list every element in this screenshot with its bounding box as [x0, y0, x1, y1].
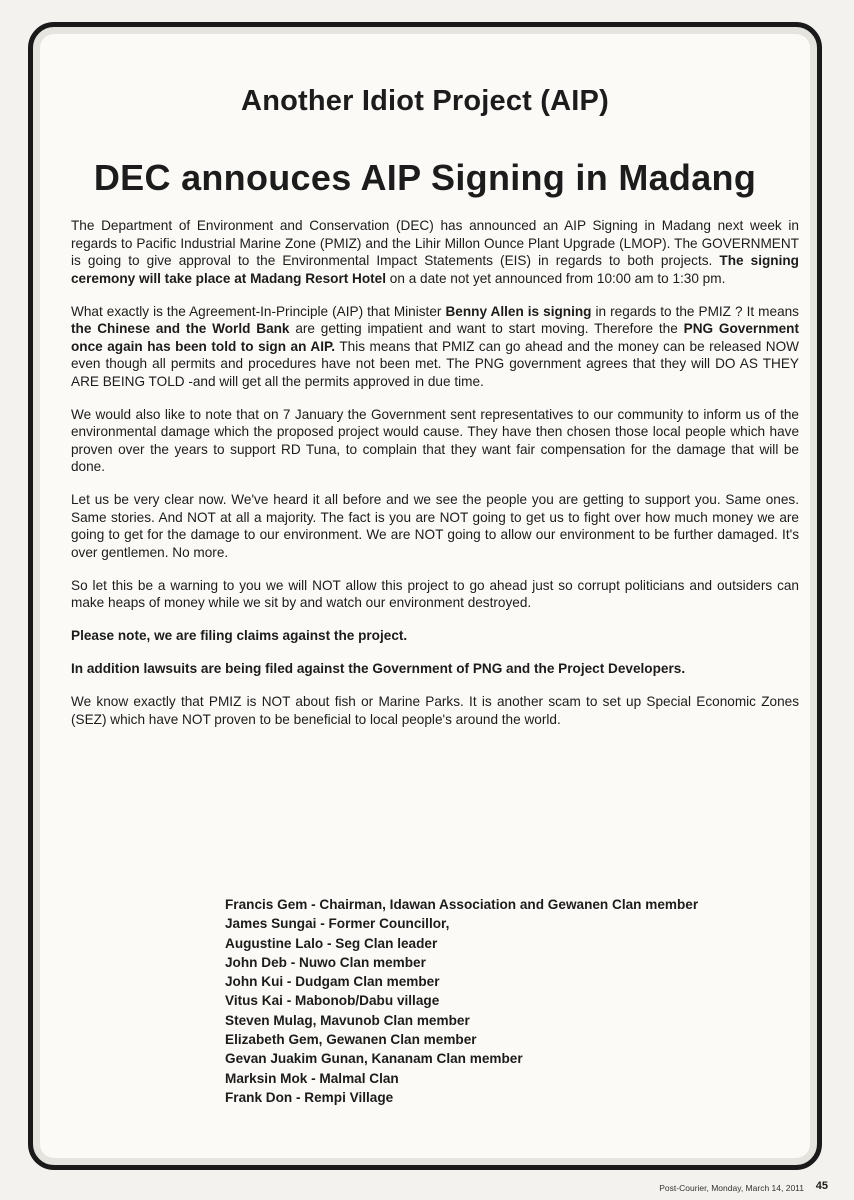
text-run: This means that PMIZ can go ahead and the money can be released NOW even though all permits and procedures have not been met. The PNG government agrees that they will DO AS THEY ARE BEING TOLD -and will get all the permits approved in due time.: [71, 338, 799, 389]
paragraph-5: [71, 577, 799, 612]
newspaper-source: Post-Courier, Monday, March 14, 2011: [659, 1183, 804, 1193]
paragraph-2: [71, 303, 799, 391]
notice-lawsuits: In addition lawsuits are being filed against the Government of PNG and the Project Developers.: [71, 661, 686, 676]
bold-text-run: Benny Allen is signing: [445, 303, 592, 319]
signatory: Augustine Lalo - Seg Clan leader: [225, 935, 438, 951]
signatory: Gevan Juakim Gunan, Kananam Clan member: [225, 1051, 523, 1067]
advertisement-frame: [28, 22, 822, 1170]
text-run: The Department of Environment and Conservation (DEC) has announced an AIP Signing in Madang next week in regards to Pacific Industrial Marine Zone (PMIZ) and the Lihir Millon Ounce Plant Upgrade (LMOP). The GOVERNMENT is going to give approval to the Environmental Impact Statements (EIS) in regards to both projects.: [71, 218, 799, 268]
paragraph-4: [71, 491, 799, 561]
paragraph-1: [71, 217, 799, 287]
signatory: Steven Mulag, Mavunob Clan member: [225, 1012, 470, 1028]
article-body: [71, 217, 799, 744]
text-run: are getting impatient and want to start moving. Therefore the: [289, 321, 684, 336]
signatory: Vitus Kai - Mabonob/Dabu village: [225, 993, 440, 1009]
signatory: Francis Gem - Chairman, Idawan Association and Gewanen Clan member: [225, 897, 699, 912]
notice-claims: Please note, we are filing claims against the project.: [71, 628, 408, 643]
signatory: John Kui - Dudgam Clan member: [225, 974, 440, 990]
headline: Another Idiot Project (AIP): [241, 85, 609, 117]
signatory: John Deb - Nuwo Clan member: [225, 954, 426, 970]
closing-paragraph: We know exactly that PMIZ is NOT about fish or Marine Parks. It is another scam to set up Special Economic Zones (SEZ) which have NOT proven to be beneficial to local people's around the world.: [71, 694, 799, 727]
paragraph-3: [71, 406, 799, 476]
signatory: Elizabeth Gem, Gewanen Clan member: [225, 1032, 477, 1048]
bold-text-run: PNG Government once again has been told to sign an AIP.: [71, 321, 799, 354]
text-run: Let us be very clear now. We've heard it all before and we see the people you are getting to support you. Same ones. Same stories. And NOT at all a majority. The fact is you are NOT going to get us to fight over how much money we are going to get for the damage to our environment. We are NOT going to allow our environment to be further damaged. It's over gentlemen. No more.: [71, 492, 799, 560]
signatory: James Sungai - Former Councillor,: [225, 916, 450, 932]
text-run: on a date not yet announced from 10:00 am to 1:30 pm.: [386, 270, 726, 286]
signatory-list: [225, 895, 698, 1107]
text-run: We would also like to note that on 7 January the Government sent representatives to our community to inform us of the environmental damage which the proposed project would cause. They have then chosen those local people which have proven over the years to support RD Tuna, to complain that they want fair compensation for the damage that will be done.: [71, 406, 799, 474]
text-run: So let this be a warning to you we will NOT allow this project to go ahead just so corrupt politicians and outsiders can make heaps of money while we sit by and watch our environment destroyed.: [71, 577, 799, 610]
signatory: Frank Don - Rempi Village: [225, 1089, 394, 1105]
page-number: 45: [815, 1180, 828, 1192]
subheadline: DEC annouces AIP Signing in Madang: [93, 157, 757, 198]
bold-text-run: The signing ceremony will take place at Madang Resort Hotel: [71, 253, 799, 286]
text-run: What exactly is the Agreement-In-Principle (AIP) that Minister: [71, 303, 446, 319]
bold-text-run: the Chinese and the World Bank: [71, 321, 290, 336]
signatory: Marksin Mok - Malmal Clan: [225, 1070, 399, 1086]
text-run: in regards to the PMIZ ? It means: [591, 303, 799, 319]
